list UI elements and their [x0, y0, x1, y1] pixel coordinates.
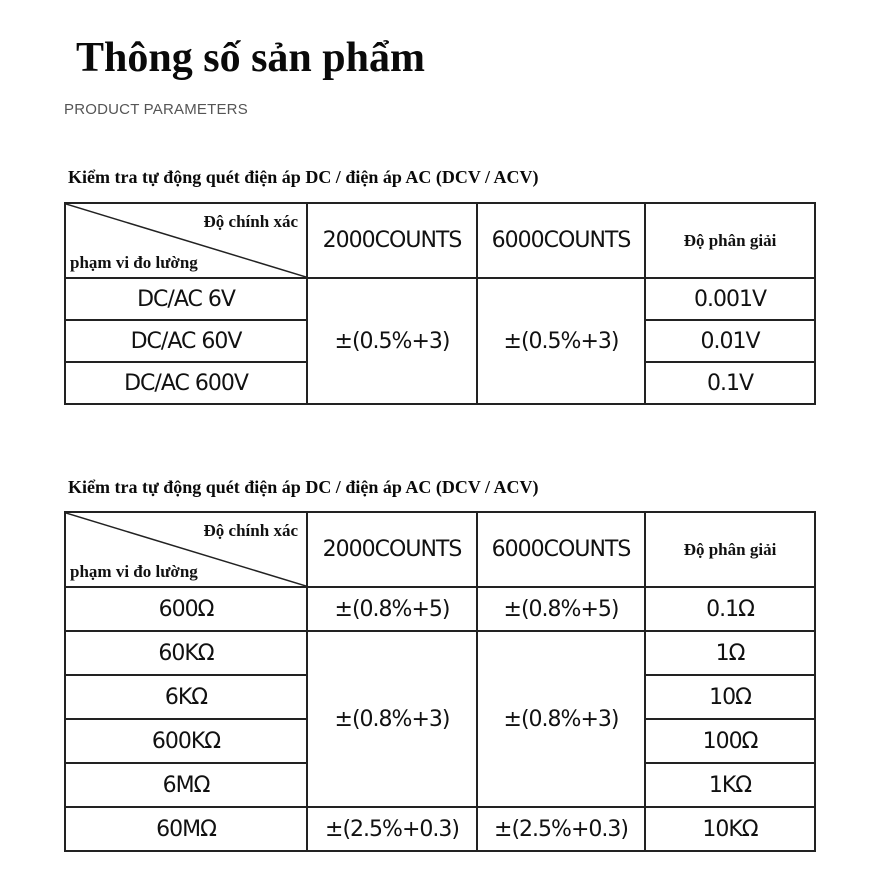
range-cell: DC/AC 6V: [65, 278, 307, 320]
resolution-cell: 1KΩ: [645, 763, 815, 807]
accuracy-2000-cell: ±(0.8%+5): [307, 587, 477, 631]
range-cell: 6KΩ: [65, 675, 307, 719]
resolution-cell: 10Ω: [645, 675, 815, 719]
resolution-cell: 0.001V: [645, 278, 815, 320]
range-cell: 60KΩ: [65, 631, 307, 675]
accuracy-6000-cell: ±(0.8%+3): [477, 631, 645, 807]
accuracy-6000-cell: ±(0.5%+3): [477, 278, 645, 404]
range-header-label: phạm vi đo lường: [70, 253, 198, 272]
range-cell: DC/AC 60V: [65, 320, 307, 362]
diagonal-header-cell: [65, 203, 307, 278]
resolution-cell: 0.1V: [645, 362, 815, 404]
table-header-row: [65, 203, 815, 278]
resolution-cell: 1Ω: [645, 631, 815, 675]
section-title-resistance: Kiểm tra tự động quét điện áp DC / điện áp AC (DCV / ACV): [68, 477, 539, 497]
table-row: [65, 587, 815, 631]
resolution-cell: 100Ω: [645, 719, 815, 763]
counts-6000-header: 6000COUNTS: [477, 512, 645, 587]
table-row: [65, 631, 815, 675]
accuracy-2000-cell: ±(2.5%+0.3): [307, 807, 477, 851]
accuracy-6000-cell: ±(0.8%+5): [477, 587, 645, 631]
table-header-row: [65, 512, 815, 587]
range-cell: 600Ω: [65, 587, 307, 631]
resolution-cell: 0.01V: [645, 320, 815, 362]
range-cell: 6MΩ: [65, 763, 307, 807]
accuracy-header-label: Độ chính xác: [203, 521, 298, 540]
voltage-spec-table: [64, 202, 816, 405]
resolution-header: Độ phân giải: [645, 512, 815, 587]
range-cell: 600KΩ: [65, 719, 307, 763]
accuracy-2000-cell: ±(0.5%+3): [307, 278, 477, 404]
range-cell: 60MΩ: [65, 807, 307, 851]
accuracy-2000-cell: ±(0.8%+3): [307, 631, 477, 807]
resolution-cell: 10KΩ: [645, 807, 815, 851]
accuracy-6000-cell: ±(2.5%+0.3): [477, 807, 645, 851]
range-cell: DC/AC 600V: [65, 362, 307, 404]
table-row: [65, 278, 815, 320]
counts-6000-header: 6000COUNTS: [477, 203, 645, 278]
resistance-spec-table: [64, 511, 816, 852]
section-title-voltage: Kiểm tra tự động quét điện áp DC / điện áp AC (DCV / ACV): [68, 167, 539, 187]
resolution-cell: 0.1Ω: [645, 587, 815, 631]
page-subtitle: PRODUCT PARAMETERS: [64, 101, 248, 118]
range-header-label: phạm vi đo lường: [70, 562, 198, 581]
accuracy-header-label: Độ chính xác: [203, 212, 298, 231]
resolution-header: Độ phân giải: [645, 203, 815, 278]
diagonal-header-cell: [65, 512, 307, 587]
counts-2000-header: 2000COUNTS: [307, 203, 477, 278]
counts-2000-header: 2000COUNTS: [307, 512, 477, 587]
table-row: [65, 807, 815, 851]
page-title: Thông số sản phẩm: [76, 35, 425, 81]
